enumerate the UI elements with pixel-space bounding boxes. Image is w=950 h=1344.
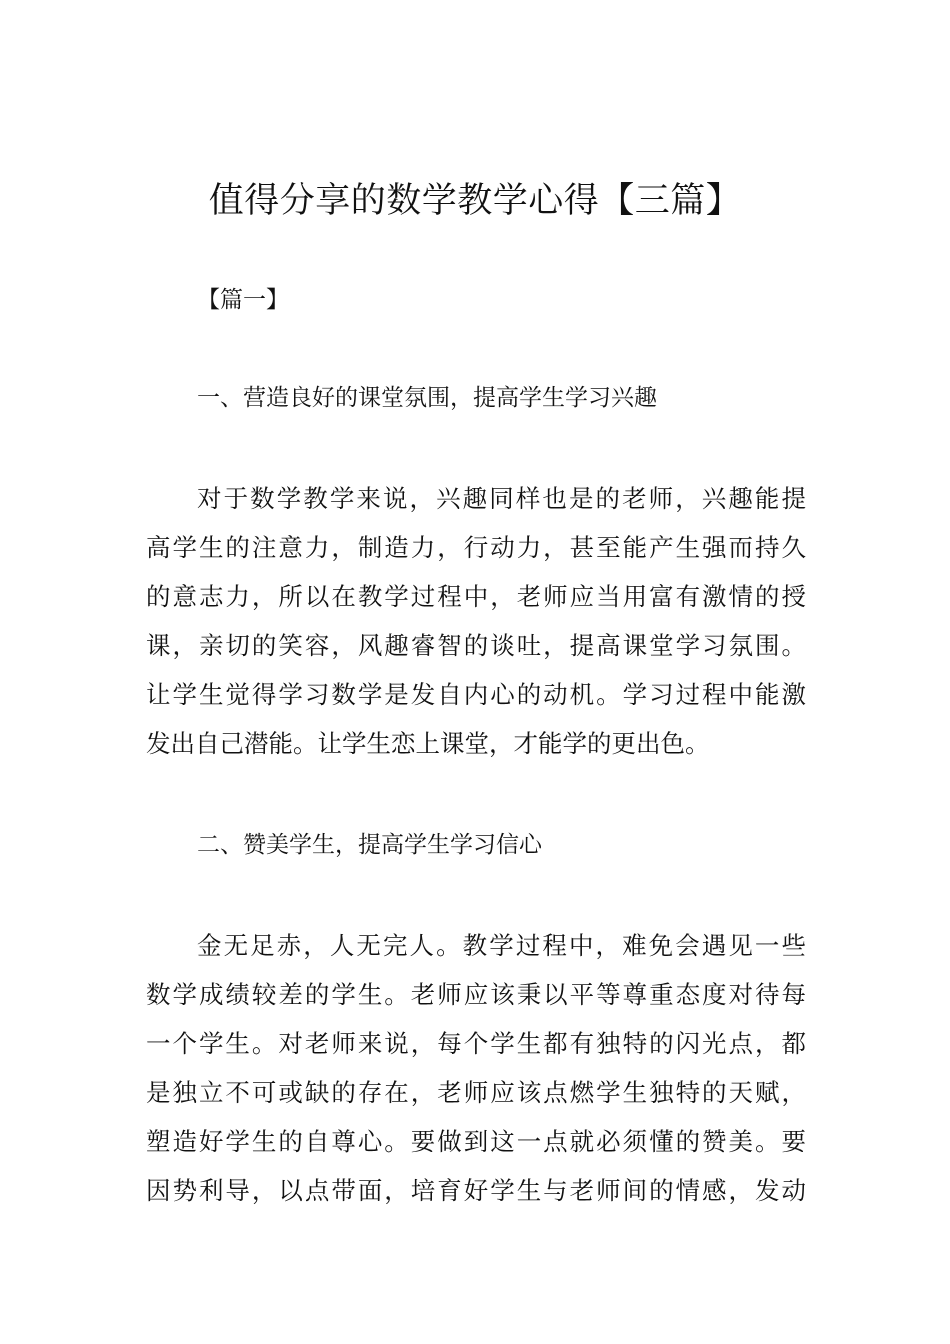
paragraph-line: 高学生的注意力，制造力，行动力，甚至能产生强而持久 <box>146 533 806 562</box>
heading-two: 二、赞美学生，提高学生学习信心 <box>197 832 542 858</box>
paragraph-line: 让学生觉得学习数学是发自内心的动机。学习过程中能激 <box>146 680 806 709</box>
paragraph-line: 发出自己潜能。让学生恋上课堂，才能学的更出色。 <box>146 729 710 758</box>
paragraph-line: 课，亲切的笑容，风趣睿智的谈吐，提高课堂学习氛围。 <box>146 631 806 660</box>
paragraph-line: 塑造好学生的自尊心。要做到这一点就必须懂的赞美。要 <box>146 1127 806 1156</box>
paragraph-line: 因势利导，以点带面，培育好学生与老师间的情感，发动 <box>146 1176 806 1205</box>
paragraph-line: 对于数学教学来说，兴趣同样也是的老师，兴趣能提 <box>197 484 806 513</box>
paragraph-line: 的意志力，所以在教学过程中，老师应当用富有激情的授 <box>146 582 806 611</box>
heading-one: 一、营造良好的课堂氛围，提高学生学习兴趣 <box>197 385 657 411</box>
paragraph-two <box>146 921 806 1215</box>
paragraph-one <box>146 474 806 768</box>
paragraph-line: 金无足赤，人无完人。教学过程中，难免会遇见一些 <box>197 931 806 960</box>
paragraph-line: 是独立不可或缺的存在，老师应该点燃学生独特的天赋， <box>146 1078 806 1107</box>
paragraph-line: 一个学生。对老师来说，每个学生都有独特的闪光点，都 <box>146 1029 806 1058</box>
section-label: 【篇一】 <box>197 287 289 313</box>
paragraph-line: 数学成绩较差的学生。老师应该秉以平等尊重态度对待每 <box>146 980 806 1009</box>
document-title: 值得分享的数学教学心得【三篇】 <box>208 181 742 221</box>
